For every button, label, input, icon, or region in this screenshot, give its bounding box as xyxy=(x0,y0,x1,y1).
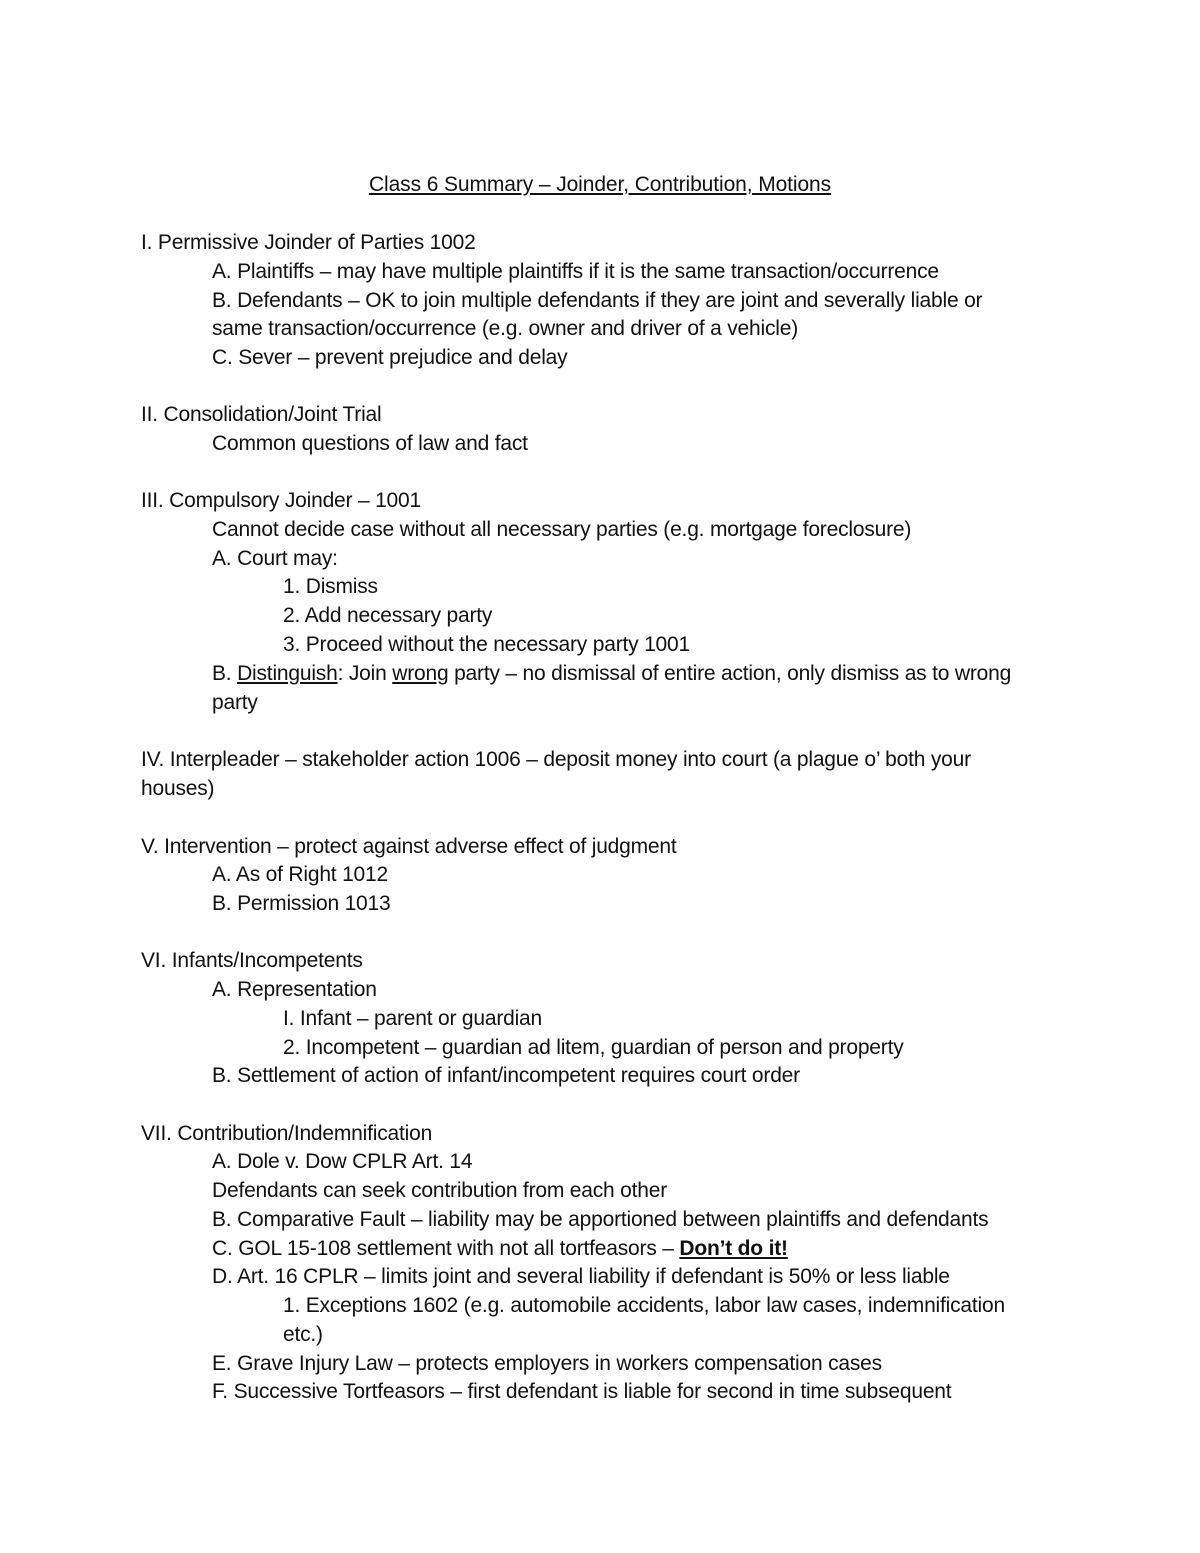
section-6-item-b: B. Settlement of action of infant/incompetent requires court order xyxy=(212,1064,800,1087)
section-7-item-d1-line1: 1. Exceptions 1602 (e.g. automobile accidents, labor law cases, indemnification xyxy=(283,1294,1005,1317)
section-2-text: Common questions of law and fact xyxy=(212,432,528,455)
section-2-heading: II. Consolidation/Joint Trial xyxy=(141,403,382,426)
section-7-item-a-text: Defendants can seek contribution from each other xyxy=(212,1179,668,1202)
section-5-heading: V. Intervention – protect against adverse effect of judgment xyxy=(141,835,677,858)
section-3-item-b-line2: party xyxy=(212,691,258,714)
section-3-item-a3: 3. Proceed without the necessary party 1001 xyxy=(283,633,690,656)
section-3-item-b-mid: : Join xyxy=(337,662,393,685)
distinguish-emphasis: Distinguish xyxy=(237,662,338,685)
section-3-item-b-prefix: B. xyxy=(212,662,238,685)
section-7-item-c xyxy=(212,1234,788,1263)
section-1-item-b-line1: B. Defendants – OK to join multiple defendants if they are joint and severally liable or xyxy=(212,289,983,312)
section-1-heading: I. Permissive Joinder of Parties 1002 xyxy=(141,231,476,254)
section-7-item-d: D. Art. 16 CPLR – limits joint and several liability if defendant is 50% or less liable xyxy=(212,1265,950,1288)
section-7-item-d1-line2: etc.) xyxy=(283,1323,323,1346)
section-6-item-a1: I. Infant – parent or guardian xyxy=(283,1007,543,1030)
section-5-item-a: A. As of Right 1012 xyxy=(212,863,388,886)
section-3-item-a2: 2. Add necessary party xyxy=(283,604,493,627)
section-3-item-b-rest: party – no dismissal of entire action, only dismiss as to wrong xyxy=(448,662,1012,685)
section-3-item-b-line1 xyxy=(212,659,1011,688)
section-4-line1: IV. Interpleader – stakeholder action 1006 – deposit money into court (a plague o’ both your xyxy=(141,748,971,771)
section-1-item-b-line2: same transaction/occurrence (e.g. owner and driver of a vehicle) xyxy=(212,317,798,340)
section-6-heading: VI. Infants/Incompetents xyxy=(141,949,363,972)
section-6-item-a: A. Representation xyxy=(212,978,377,1001)
section-7-item-a: A. Dole v. Dow CPLR Art. 14 xyxy=(212,1150,473,1173)
document-title: Class 6 Summary – Joinder, Contribution, Motions xyxy=(368,173,832,196)
wrong-emphasis: wrong xyxy=(392,662,449,685)
section-1-item-c: C. Sever – prevent prejudice and delay xyxy=(212,346,568,369)
section-7-item-e: E. Grave Injury Law – protects employers in workers compensation cases xyxy=(212,1352,882,1375)
section-3-item-a: A. Court may: xyxy=(212,547,338,570)
section-3-text: Cannot decide case without all necessary parties (e.g. mortgage foreclosure) xyxy=(212,518,912,541)
section-1-item-a: A. Plaintiffs – may have multiple plaintiffs if it is the same transaction/occurrence xyxy=(212,260,939,283)
section-7-heading: VII. Contribution/Indemnification xyxy=(141,1122,433,1145)
section-6-item-a2: 2. Incompetent – guardian ad litem, guardian of person and property xyxy=(283,1036,904,1059)
section-4-line2: houses) xyxy=(141,777,215,800)
section-3-item-a1: 1. Dismiss xyxy=(283,575,378,598)
section-7-item-c-prefix: C. GOL 15-108 settlement with not all tortfeasors – xyxy=(212,1237,680,1260)
section-3-heading: III. Compulsory Joinder – 1001 xyxy=(141,489,421,512)
section-5-item-b: B. Permission 1013 xyxy=(212,892,391,915)
section-7-item-f: F. Successive Tortfeasors – first defendant is liable for second in time subsequent xyxy=(212,1380,952,1403)
section-7-item-b: B. Comparative Fault – liability may be apportioned between plaintiffs and defendants xyxy=(212,1208,989,1231)
dont-do-it-emphasis: Don’t do it! xyxy=(679,1237,788,1260)
